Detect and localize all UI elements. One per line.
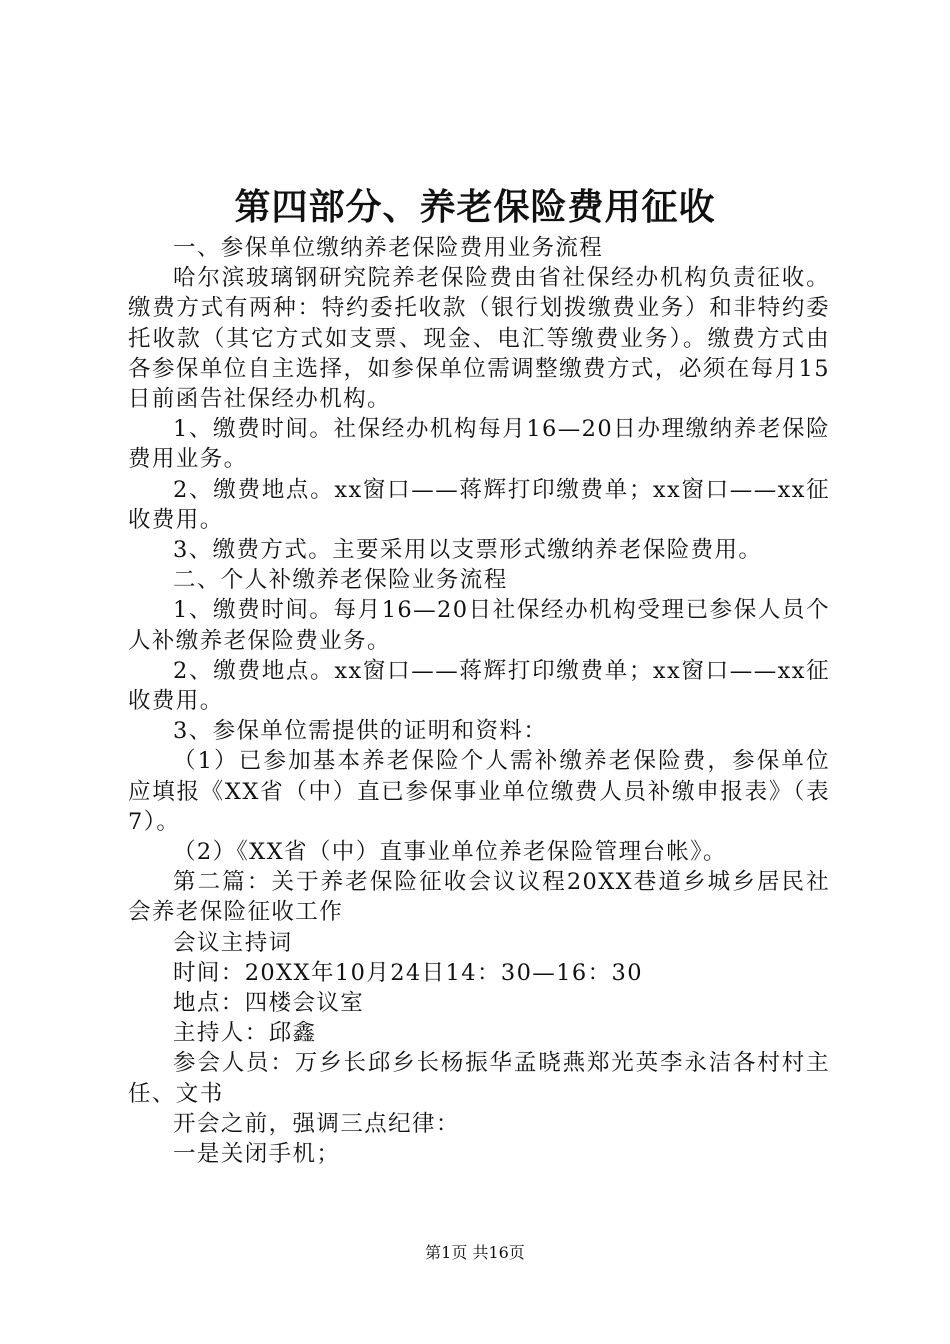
paragraph: 参会人员：万乡长邱乡长杨振华孟晓燕郑光英李永洁各村村主任、文书	[128, 1050, 830, 1107]
paragraph: 时间：20XX年10月24日14：30—16：30	[173, 959, 643, 986]
paragraph: 1、缴费时间。社保经办机构每月16—20日办理缴纳养老保险费用业务。	[128, 416, 830, 473]
paragraph: 1、缴费时间。每月16—20日社保经办机构受理已参保人员个人补缴养老保险费业务。	[128, 597, 830, 654]
paragraph: 3、缴费方式。主要采用以支票形式缴纳养老保险费用。	[173, 537, 763, 564]
page-footer: 第1页 共16页	[425, 1243, 525, 1262]
paragraph: （2）《XX省（中）直事业单位养老保险管理台帐》。	[173, 839, 727, 866]
paragraph: 哈尔滨玻璃钢研究院养老保险费由省社保经办机构负责征收。缴费方式有两种：特约委托收款（银行划拨缴费业务）和非特约委托收款（其它方式如支票、现金、电汇等缴费业务）。缴费方式由各参保单位自主选择，如参保单位需调整缴费方式，必须在每月15日前函告社保经办机构。	[128, 265, 830, 413]
section-heading-part-two: 第二篇：关于养老保险征收会议议程20XX巷道乡城乡居民社会养老保险征收工作	[128, 869, 830, 926]
paragraph: 一是关闭手机；	[173, 1141, 341, 1168]
paragraph: （1）已参加基本养老保险个人需补缴养老保险费，参保单位应填报《XX省（中）直已参保事业单位缴费人员补缴申报表》（表7）。	[128, 748, 830, 835]
paragraph: 2、缴费地点。xx窗口——蒋辉打印缴费单；xx窗口——xx征收费用。	[128, 476, 830, 533]
document-title: 第四部分、养老保险费用征收	[234, 187, 716, 228]
paragraph: 会议主持词	[173, 929, 293, 956]
paragraph: 地点：四楼会议室	[173, 990, 365, 1017]
section-heading-1: 一、参保单位缴纳养老保险费用业务流程	[173, 235, 604, 261]
paragraph: 2、缴费地点。xx窗口——蒋辉打印缴费单；xx窗口——xx征收费用。	[128, 657, 830, 715]
paragraph: 开会之前，强调三点纪律：	[173, 1110, 460, 1137]
paragraph: 3、参保单位需提供的证明和资料：	[173, 718, 548, 745]
document-body	[128, 233, 830, 1169]
section-heading-2: 二、个人补缴养老保险业务流程	[173, 567, 508, 594]
paragraph: 主持人：邱鑫	[173, 1020, 317, 1047]
